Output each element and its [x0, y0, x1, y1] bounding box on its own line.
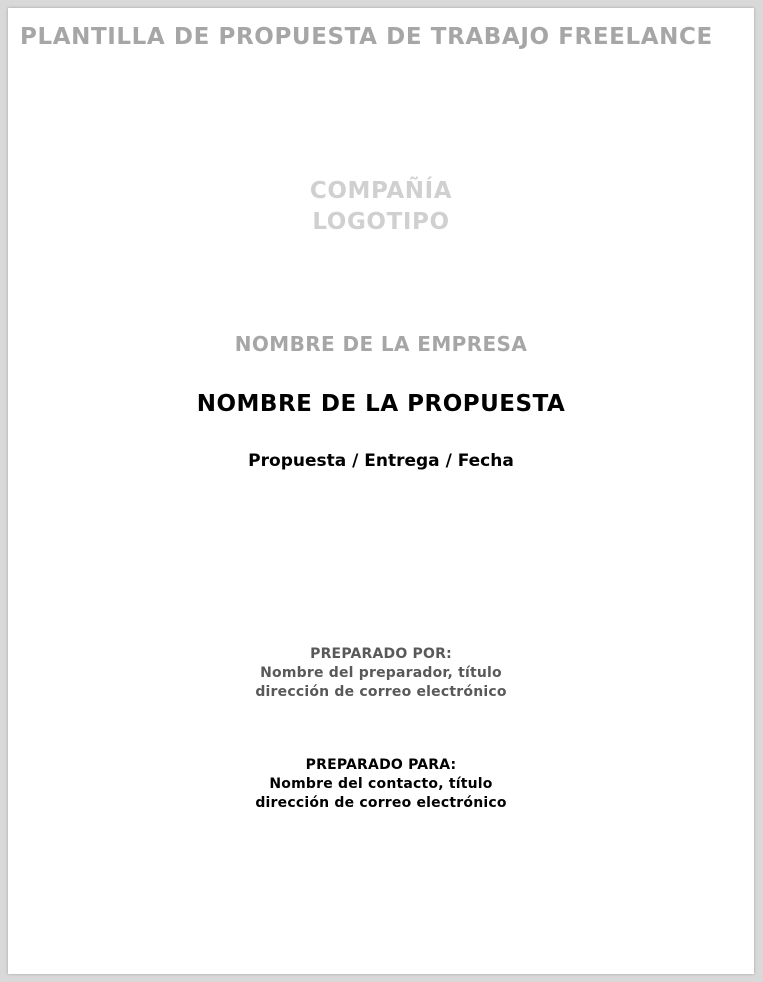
proposal-name: NOMBRE DE LA PROPUESTA: [196, 391, 566, 417]
prepared-for-email: dirección de correo electrónico: [255, 795, 507, 811]
prepared-by-block: [8, 645, 754, 702]
prepared-by-heading: PREPARADO POR:: [310, 646, 452, 662]
template-title: PLANTILLA DE PROPUESTA DE TRABAJO FREELANCE: [20, 24, 713, 50]
document-page: [8, 8, 754, 974]
prepared-for-name-title: Nombre del contacto, título: [269, 776, 493, 792]
prepared-for-heading: PREPARADO PARA:: [305, 757, 457, 773]
prepared-by-email: dirección de correo electrónico: [255, 684, 507, 700]
logo-line-2: LOGOTIPO: [312, 209, 450, 235]
logo-line-1: COMPAÑÍA: [309, 178, 453, 204]
company-name: NOMBRE DE LA EMPRESA: [234, 332, 528, 356]
prepared-by-name-title: Nombre del preparador, título: [260, 665, 502, 681]
prepared-for-block: [8, 756, 754, 813]
logo-placeholder: [8, 176, 754, 238]
proposal-meta: Propuesta / Entrega / Fecha: [248, 451, 514, 471]
